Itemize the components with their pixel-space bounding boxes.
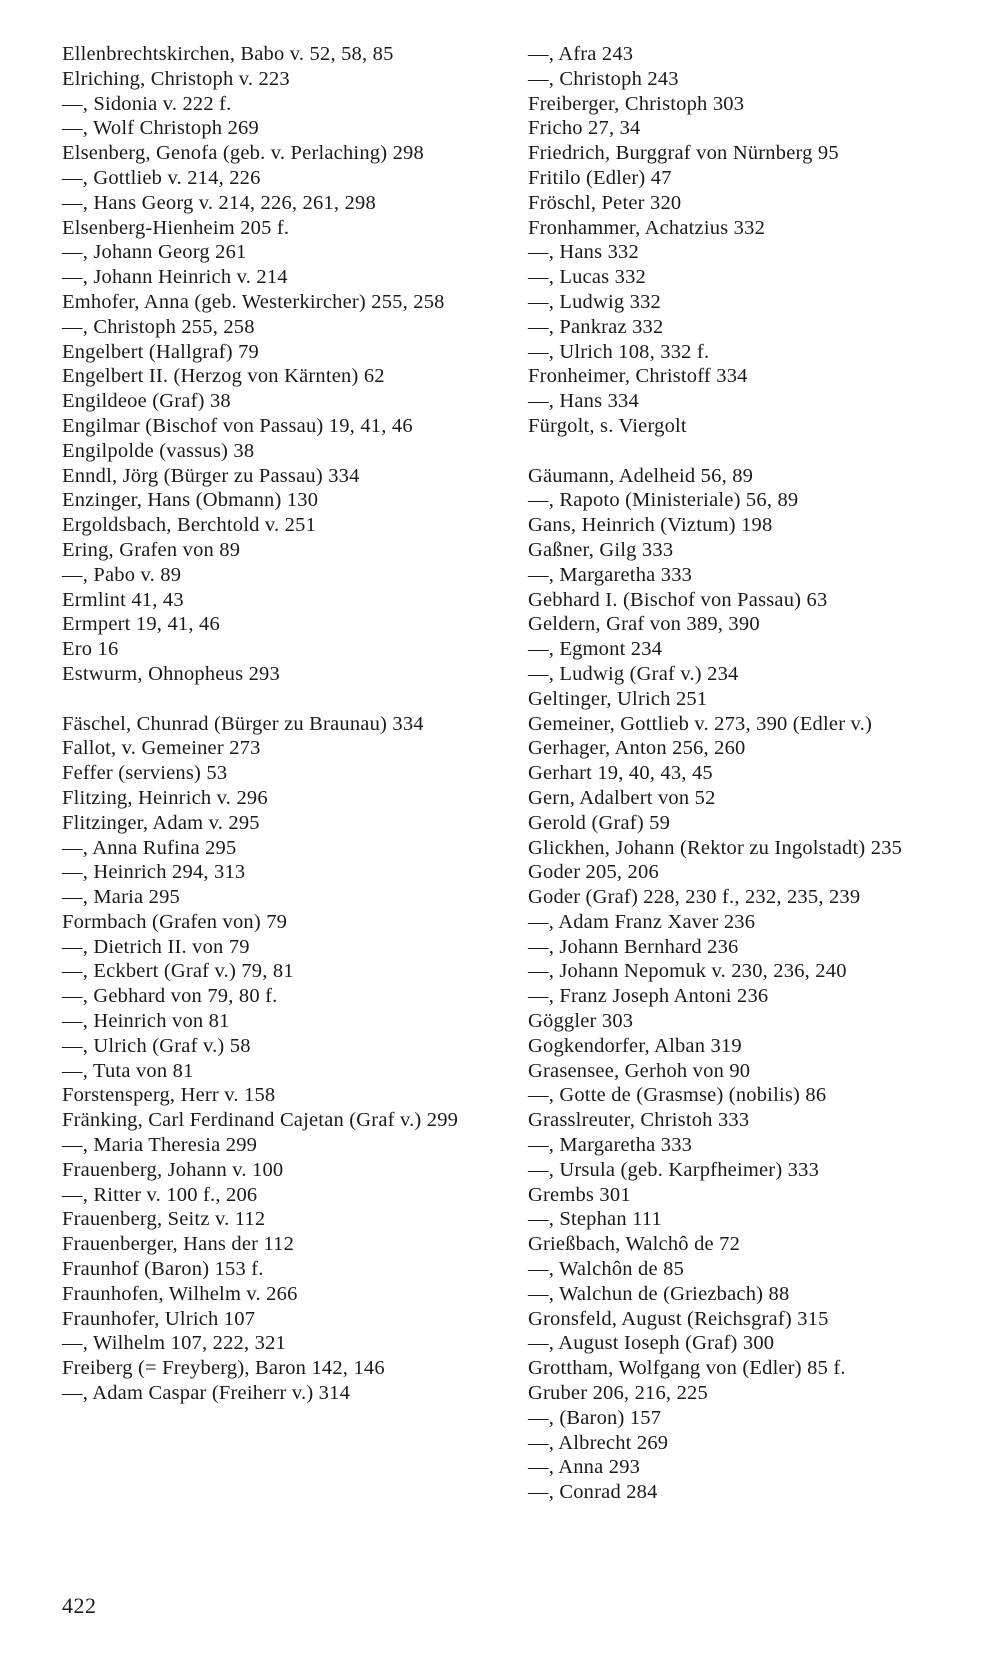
index-entry: Gemeiner, Gottlieb v. 273, 390 (Edler v.): [528, 712, 873, 735]
index-entry: —, Ursula (geb. Karpfheimer) 333: [528, 1158, 820, 1181]
index-entry: Gern, Adalbert von 52: [528, 786, 716, 809]
index-entry: Engelbert (Hallgraf) 79: [62, 340, 259, 363]
index-entry: —, Ulrich 108, 332 f.: [528, 340, 710, 363]
index-entry: Engelbert II. (Herzog von Kärnten) 62: [62, 365, 385, 388]
index-entry: Ero 16: [62, 638, 119, 661]
index-entry: Grembs 301: [528, 1183, 631, 1206]
index-entry: Ering, Grafen von 89: [62, 538, 241, 561]
index-entry: Goder (Graf) 228, 230 f., 232, 235, 239: [528, 886, 861, 909]
index-entry: Flitzinger, Adam v. 295: [62, 811, 260, 834]
index-entry: Ergoldsbach, Berchtold v. 251: [62, 514, 317, 537]
index-entry: —, Rapoto (Ministeriale) 56, 89: [528, 489, 799, 512]
index-entry: Geltinger, Ulrich 251: [528, 687, 708, 710]
index-entry: —, Anna 293: [528, 1456, 641, 1479]
index-entry: —, Ritter v. 100 f., 206: [62, 1183, 258, 1206]
index-entry: Geldern, Graf von 389, 390: [528, 613, 760, 636]
index-entry: —, Hans 332: [528, 241, 639, 264]
index-entry: Forstensperg, Herr v. 158: [62, 1084, 276, 1107]
index-entry: Gerhager, Anton 256, 260: [528, 737, 746, 760]
index-entry: Göggler 303: [528, 1010, 634, 1033]
index-entry: —, Dietrich II. von 79: [62, 935, 250, 958]
index-entry: —, (Baron) 157: [528, 1406, 662, 1429]
index-entry: Gogkendorfer, Alban 319: [528, 1034, 742, 1057]
index-entry: Gruber 206, 216, 225: [528, 1382, 708, 1405]
index-entry: —, Wilhelm 107, 222, 321: [62, 1332, 286, 1355]
index-entry: —, Maria 295: [62, 886, 180, 909]
index-entry: —, Gebhard von 79, 80 f.: [62, 985, 278, 1008]
index-entry: Emhofer, Anna (geb. Westerkircher) 255, 258: [62, 290, 445, 313]
index-entry: Grießbach, Walchô de 72: [528, 1233, 741, 1256]
index-entry: —, Heinrich von 81: [62, 1010, 230, 1033]
index-entry: —, Hans 334: [528, 390, 639, 413]
index-entry: —, Franz Joseph Antoni 236: [528, 985, 769, 1008]
index-entry: —, Gotte de (Grasmse) (nobilis) 86: [528, 1084, 827, 1107]
index-entry: —, Johann Bernhard 236: [528, 935, 739, 958]
index-entry: —, Heinrich 294, 313: [62, 861, 246, 884]
index-entry: Gebhard I. (Bischof von Passau) 63: [528, 588, 828, 611]
index-entry: Engildeoe (Graf) 38: [62, 390, 231, 413]
index-entry: Gans, Heinrich (Viztum) 198: [528, 514, 773, 537]
index-entry: Fronheimer, Christoff 334: [528, 365, 748, 388]
index-entry: —, Gottlieb v. 214, 226: [62, 166, 261, 189]
index-entry: Fäschel, Chunrad (Bürger zu Braunau) 334: [62, 712, 424, 735]
index-entry: —, Stephan 111: [528, 1208, 662, 1231]
index-entry: —, Christoph 243: [528, 67, 679, 90]
index-entry: Fröschl, Peter 320: [528, 191, 682, 214]
index-entry: Fronhammer, Achatzius 332: [528, 216, 766, 239]
index-entry: Glickhen, Johann (Rektor zu Ingolstadt) 235: [528, 836, 903, 859]
index-entry: Fraunhofen, Wilhelm v. 266: [62, 1282, 298, 1305]
index-entry: Friedrich, Burggraf von Nürnberg 95: [528, 142, 839, 165]
index-entry: —, Afra 243: [528, 43, 634, 65]
index-entry: Feffer (serviens) 53: [62, 762, 228, 785]
letter-section-gap: [528, 439, 958, 464]
index-entry: Enndl, Jörg (Bürger zu Passau) 334: [62, 464, 360, 487]
index-entry: Goder 205, 206: [528, 861, 659, 884]
index-entry: —, Walchun de (Griezbach) 88: [528, 1282, 790, 1305]
index-entry: Gaßner, Gilg 333: [528, 538, 674, 561]
index-entry: Gerold (Graf) 59: [528, 811, 671, 834]
index-entry: Ermpert 19, 41, 46: [62, 613, 220, 636]
index-entry: —, Johann Heinrich v. 214: [62, 266, 288, 289]
index-entry: Frauenberger, Hans der 112: [62, 1233, 295, 1256]
index-entry: —, Walchôn de 85: [528, 1258, 685, 1281]
index-entry: —, Ludwig (Graf v.) 234: [528, 662, 739, 685]
index-entry: —, Ulrich (Graf v.) 58: [62, 1034, 251, 1057]
index-entry: Fraunhofer, Ulrich 107: [62, 1307, 256, 1330]
index-entry: —, Anna Rufina 295: [62, 836, 237, 859]
index-entry: —, Albrecht 269: [528, 1431, 669, 1454]
index-entry: Elriching, Christoph v. 223: [62, 67, 290, 90]
index-entry: —, Johann Nepomuk v. 230, 236, 240: [528, 960, 847, 983]
index-entry: Grasslreuter, Christoh 333: [528, 1109, 750, 1132]
index-entry: Formbach (Grafen von) 79: [62, 910, 288, 933]
index-entry: Frauenberg, Johann v. 100: [62, 1158, 284, 1181]
index-entry: Fricho 27, 34: [528, 117, 641, 140]
index-entry: Freiberger, Christoph 303: [528, 92, 745, 115]
index-entry: —, Christoph 255, 258: [62, 315, 255, 338]
index-entry: Grottham, Wolfgang von (Edler) 85 f.: [528, 1357, 846, 1380]
index-entry: Ellenbrechtskirchen, Babo v. 52, 58, 85: [62, 43, 394, 65]
index-entry: Ermlint 41, 43: [62, 588, 184, 611]
index-entry: Gronsfeld, August (Reichsgraf) 315: [528, 1307, 829, 1330]
index-entry: Engilpolde (vassus) 38: [62, 439, 255, 462]
letter-section-gap: [62, 687, 492, 712]
index-entry: —, Maria Theresia 299: [62, 1134, 258, 1157]
index-entry: —, Conrad 284: [528, 1481, 658, 1504]
index-entry: Elsenberg-Hienheim 205 f.: [62, 216, 290, 239]
index-entry: —, Egmont 234: [528, 638, 663, 661]
index-entry: —, Lucas 332: [528, 266, 646, 289]
index-entry: —, Adam Caspar (Freiherr v.) 314: [62, 1382, 351, 1405]
index-entry: Fraunhof (Baron) 153 f.: [62, 1258, 264, 1281]
index-entry: —, Hans Georg v. 214, 226, 261, 298: [62, 191, 376, 214]
index-entry: Engilmar (Bischof von Passau) 19, 41, 46: [62, 414, 413, 437]
index-entry: —, August Ioseph (Graf) 300: [528, 1332, 775, 1355]
index-entry: Fränking, Carl Ferdinand Cajetan (Graf v.) 299: [62, 1109, 459, 1132]
index-entry: Frauenberg, Seitz v. 112: [62, 1208, 266, 1231]
index-entry: Gerhart 19, 40, 43, 45: [528, 762, 713, 785]
index-entry: Enzinger, Hans (Obmann) 130: [62, 489, 319, 512]
index-entry: —, Pabo v. 89: [62, 563, 182, 586]
index-entry: Grasensee, Gerhoh von 90: [528, 1059, 751, 1082]
index-entry: Freiberg (= Freyberg), Baron 142, 146: [62, 1357, 385, 1380]
index-entry: —, Ludwig 332: [528, 290, 661, 313]
index-entry: Fürgolt, s. Viergolt: [528, 414, 687, 437]
index-column-left: [62, 42, 492, 1406]
index-entry: —, Margaretha 333: [528, 1134, 693, 1157]
index-entry: —, Eckbert (Graf v.) 79, 81: [62, 960, 294, 983]
index-column-right: [528, 42, 958, 1505]
index-entry: —, Johann Georg 261: [62, 241, 247, 264]
index-entry: Fallot, v. Gemeiner 273: [62, 737, 261, 760]
index-entry: Estwurm, Ohnopheus 293: [62, 662, 280, 685]
index-entry: —, Adam Franz Xaver 236: [528, 910, 756, 933]
page-number: 422: [62, 1593, 97, 1618]
index-entry: Fritilo (Edler) 47: [528, 166, 672, 189]
index-entry: —, Sidonia v. 222 f.: [62, 92, 232, 115]
index-entry: Gäumann, Adelheid 56, 89: [528, 464, 754, 487]
index-entry: —, Margaretha 333: [528, 563, 693, 586]
index-entry: —, Tuta von 81: [62, 1059, 194, 1082]
index-entry: —, Wolf Christoph 269: [62, 117, 259, 140]
index-entry: Flitzing, Heinrich v. 296: [62, 786, 268, 809]
index-entry: Elsenberg, Genofa (geb. v. Perlaching) 298: [62, 142, 424, 165]
index-entry: —, Pankraz 332: [528, 315, 664, 338]
